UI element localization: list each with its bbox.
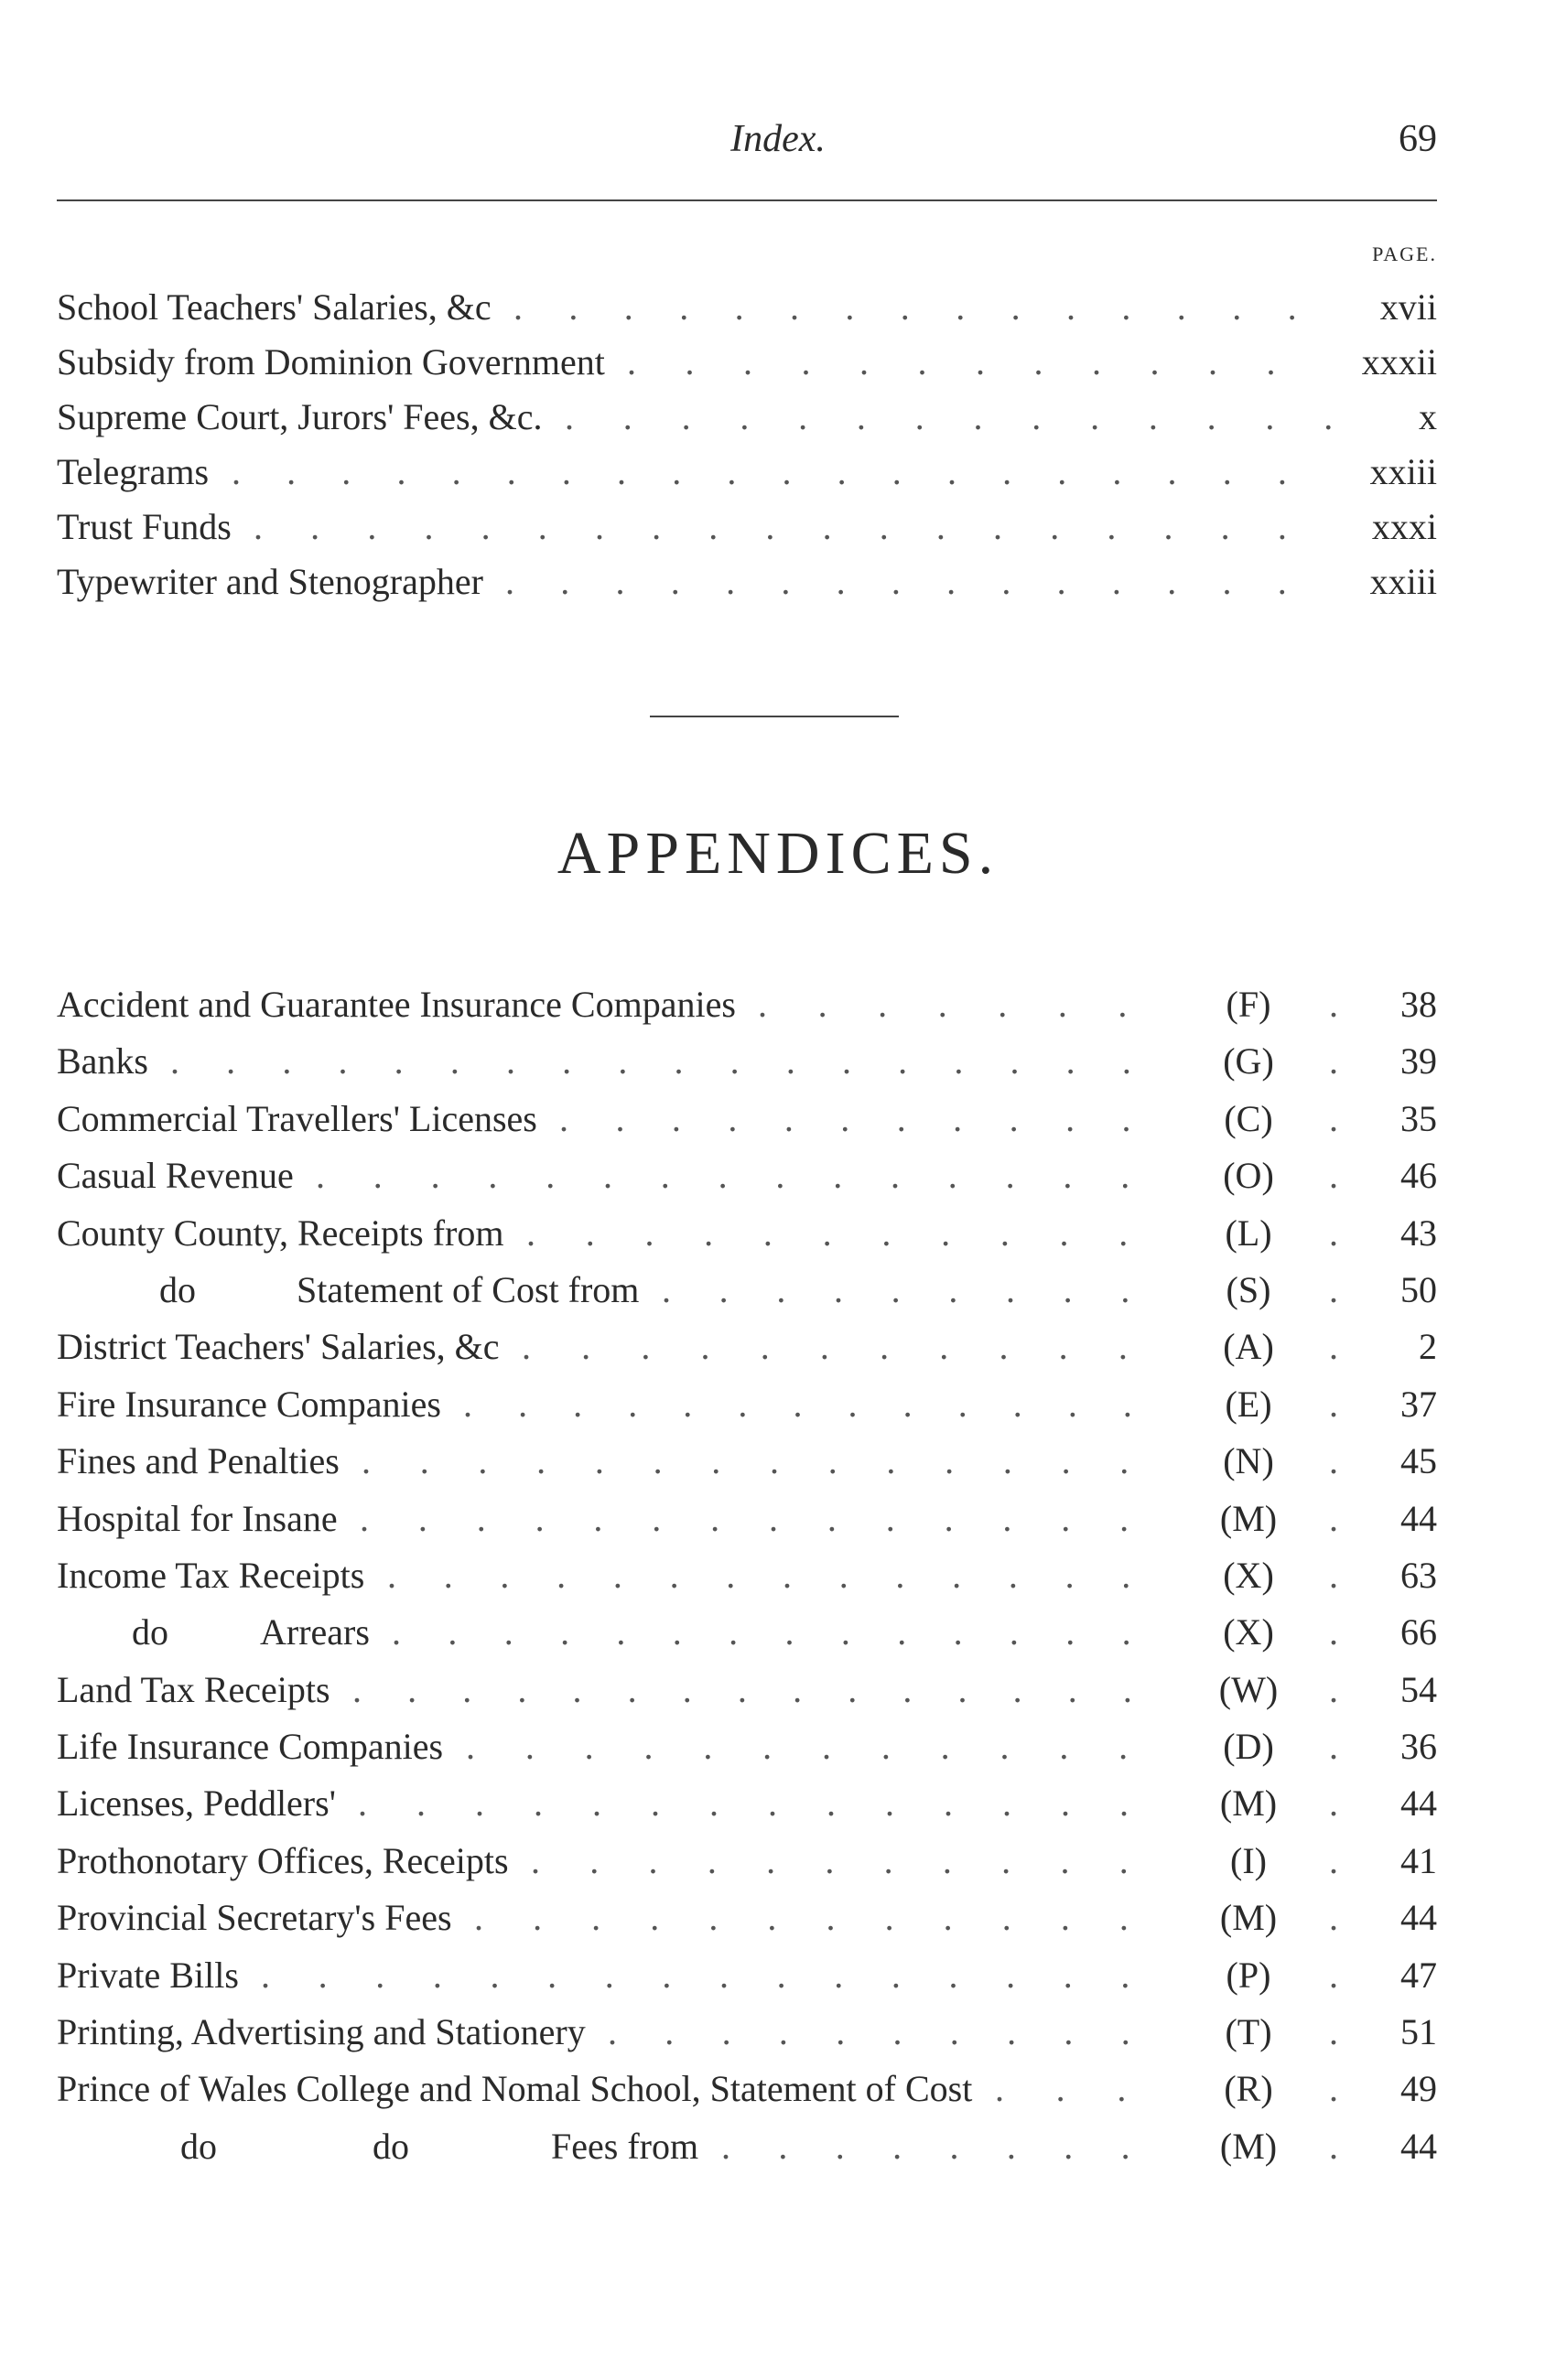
appendix-entry — [57, 1033, 1437, 1090]
appendix-entry-label: Income Tax Receipts — [57, 1554, 365, 1596]
appendix-page: 49 — [1400, 2068, 1437, 2110]
appendix-entry — [57, 1091, 1437, 1147]
index-entry-label: Trust Funds — [57, 506, 232, 547]
index-entry-label: School Teachers' Salaries, &c — [57, 286, 492, 328]
dot-leader: ............ — [474, 1897, 1178, 1939]
appendix-entry — [57, 1718, 1437, 1775]
appendix-code: (O) — [1223, 1155, 1274, 1197]
appendix-entry — [57, 1890, 1437, 1946]
index-entry-page: xxiii — [1369, 451, 1437, 492]
appendix-entry — [57, 2004, 1437, 2061]
appendix-code: (M) — [1219, 2125, 1278, 2167]
dot-leader: .............. — [362, 1440, 1178, 1482]
appendix-entry — [57, 1604, 1437, 1661]
appendix-page: 41 — [1400, 1839, 1437, 1881]
appendix-entry — [57, 1833, 1437, 1890]
appendix-page: 51 — [1400, 2011, 1437, 2053]
appendix-entry-label: Casual Revenue — [57, 1155, 294, 1197]
dot-separator: . — [1329, 2068, 1338, 2110]
dot-separator: . — [1329, 1212, 1338, 1254]
appendix-page: 38 — [1400, 984, 1437, 1025]
dot-leader: ........ — [721, 2125, 1178, 2167]
appendix-page: 44 — [1400, 1782, 1437, 1825]
appendix-entry-label — [57, 2118, 698, 2175]
appendix-code: (E) — [1225, 1383, 1272, 1425]
ditto-mark: do — [132, 1611, 168, 1653]
ditto-mark: do — [180, 2125, 217, 2167]
appendix-code: (L) — [1225, 1212, 1272, 1254]
dot-leader: ............... — [316, 1155, 1178, 1197]
appendix-code: (M) — [1219, 1897, 1278, 1939]
dot-leader: ... — [995, 2068, 1178, 2110]
dot-separator: . — [1329, 1839, 1338, 1881]
appendix-entry — [57, 1433, 1437, 1490]
dot-leader: ......... — [662, 1268, 1178, 1310]
appendix-entry-label: Life Insurance Companies — [57, 1726, 444, 1768]
appendix-code: (S) — [1226, 1268, 1271, 1310]
appendix-entry-label: Private Bills — [57, 1954, 239, 1996]
dot-leader: ........... — [522, 1326, 1178, 1368]
appendix-entry — [57, 1205, 1437, 1262]
appendix-code: (D) — [1223, 1726, 1274, 1768]
section-divider-rule — [650, 716, 899, 717]
index-entry — [57, 445, 1437, 500]
appendix-entry-label: Accident and Guarantee Insurance Companies — [57, 984, 736, 1025]
dot-separator: . — [1329, 2125, 1338, 2167]
dot-leader: ............... — [513, 286, 1343, 328]
running-head — [0, 117, 1556, 172]
dot-leader: .......... — [608, 2011, 1178, 2053]
dot-separator: . — [1329, 1726, 1338, 1768]
appendix-entry — [57, 1491, 1437, 1547]
dot-separator: . — [1329, 1554, 1338, 1596]
index-entry-page: xxiii — [1369, 561, 1437, 602]
appendix-code: (M) — [1219, 1782, 1278, 1825]
dot-separator: . — [1329, 1268, 1338, 1310]
dot-leader: ............. — [463, 1383, 1178, 1425]
appendix-page: 2 — [1419, 1326, 1437, 1368]
index-entry-label: Supreme Court, Jurors' Fees, &c. — [57, 396, 543, 437]
section-title: APPENDICES. — [556, 820, 1000, 887]
appendix-entry — [57, 1262, 1437, 1319]
dot-leader: .............. — [360, 1497, 1178, 1539]
page-number: 69 — [1399, 118, 1437, 160]
appendix-entry — [57, 1319, 1437, 1375]
index-entry-page: x — [1419, 396, 1437, 437]
appendix-page: 66 — [1400, 1611, 1437, 1653]
page-column-label: PAGE. — [1372, 242, 1437, 265]
appendix-entry — [57, 1147, 1437, 1204]
appendix-entry-label: Prince of Wales College and Nomal School, Statement of Cost — [57, 2068, 973, 2110]
appendix-code: (X) — [1223, 1611, 1274, 1653]
appendix-code: (C) — [1224, 1097, 1273, 1139]
appendix-entry-label: County County, Receipts from — [57, 1212, 504, 1254]
ditto-mark: do — [159, 1268, 196, 1310]
appendix-list — [57, 976, 1437, 2175]
dot-leader: ................ — [261, 1954, 1178, 1996]
appendix-page: 46 — [1400, 1155, 1437, 1197]
dot-separator: . — [1329, 1954, 1338, 1996]
appendix-code: (W) — [1218, 1668, 1279, 1710]
appendix-code: (A) — [1223, 1326, 1274, 1368]
dot-separator: . — [1329, 2011, 1338, 2053]
dot-separator: . — [1329, 1440, 1338, 1482]
appendix-entry — [57, 1662, 1437, 1718]
appendix-entry-text: Statement of Cost from — [297, 1268, 640, 1310]
dot-separator: . — [1329, 1383, 1338, 1425]
appendix-code: (N) — [1223, 1440, 1274, 1482]
index-entry — [57, 280, 1437, 335]
appendix-page: 43 — [1400, 1212, 1437, 1254]
appendix-entry-text: Arrears — [260, 1611, 370, 1653]
dot-leader: .............. — [358, 1782, 1178, 1825]
index-entry — [57, 500, 1437, 555]
appendix-page: 39 — [1400, 1040, 1437, 1082]
appendix-entry — [57, 976, 1437, 1033]
appendix-page: 35 — [1400, 1097, 1437, 1139]
header-rule — [57, 199, 1437, 201]
appendix-code: (X) — [1223, 1554, 1274, 1596]
appendix-code: (G) — [1223, 1040, 1274, 1082]
appendix-code: (T) — [1225, 2011, 1272, 2053]
appendix-entry-label: Commercial Travellers' Licenses — [57, 1097, 537, 1139]
appendix-entry-label: Banks — [57, 1040, 148, 1082]
dot-separator: . — [1329, 1897, 1338, 1939]
appendix-page: 36 — [1400, 1726, 1437, 1768]
dot-separator: . — [1329, 1611, 1338, 1653]
appendix-code: (R) — [1224, 2068, 1273, 2110]
dot-leader: ........... — [526, 1212, 1178, 1254]
appendix-entry-label: Hospital for Insane — [57, 1497, 338, 1539]
dot-separator: . — [1329, 1326, 1338, 1368]
dot-leader: .................... — [232, 451, 1333, 492]
appendix-page: 44 — [1400, 1497, 1437, 1539]
dot-separator: . — [1329, 1782, 1338, 1825]
dot-leader: ............ — [466, 1726, 1178, 1768]
dot-leader: .............. — [565, 396, 1382, 437]
appendix-page: 44 — [1400, 1897, 1437, 1939]
appendix-entry-label: Provincial Secretary's Fees — [57, 1897, 452, 1939]
appendix-entry-label — [57, 1604, 370, 1661]
appendix-entry — [57, 1547, 1437, 1604]
dot-leader: ............... — [505, 561, 1333, 602]
dot-separator: . — [1329, 1097, 1338, 1139]
appendix-entry-label: Fire Insurance Companies — [57, 1383, 441, 1425]
index-entry-page: xxxi — [1371, 506, 1437, 547]
dot-separator: . — [1329, 984, 1338, 1025]
appendix-entry-label: District Teachers' Salaries, &c — [57, 1326, 500, 1368]
appendix-page: 47 — [1400, 1954, 1437, 1996]
appendix-code: (I) — [1230, 1839, 1267, 1881]
dot-leader: .................. — [170, 1040, 1178, 1082]
appendix-entry-label: Fines and Penalties — [57, 1440, 340, 1482]
index-entry — [57, 555, 1437, 609]
appendix-entry-label: Printing, Advertising and Stationery — [57, 2011, 586, 2053]
appendix-entry — [57, 1376, 1437, 1433]
running-title: Index. — [730, 118, 826, 160]
appendix-page: 44 — [1400, 2125, 1437, 2167]
appendix-entry-label — [57, 1262, 639, 1319]
appendix-page: 37 — [1400, 1383, 1437, 1425]
index-list — [57, 280, 1437, 609]
index-entry-label: Telegrams — [57, 451, 210, 492]
index-entry-page: xvii — [1379, 286, 1437, 328]
appendix-entry-text: Fees from — [551, 2125, 699, 2167]
appendix-entry — [57, 1947, 1437, 2004]
appendix-code: (F) — [1226, 984, 1271, 1025]
appendix-page: 54 — [1400, 1668, 1437, 1710]
index-entry — [57, 335, 1437, 390]
dot-separator: . — [1329, 1040, 1338, 1082]
appendix-page: 45 — [1400, 1440, 1437, 1482]
dot-leader: ........... — [559, 1097, 1178, 1139]
dot-leader: ............... — [352, 1668, 1178, 1710]
appendix-entry — [57, 1775, 1437, 1832]
dot-leader: ................... — [254, 506, 1334, 547]
appendix-entry — [57, 2061, 1437, 2117]
dot-leader: ........... — [531, 1839, 1178, 1881]
appendix-entry-label: Licenses, Peddlers' — [57, 1782, 336, 1825]
dot-separator: . — [1329, 1155, 1338, 1197]
appendix-entry — [57, 2118, 1437, 2175]
appendix-entry-label: Land Tax Receipts — [57, 1668, 330, 1710]
dot-leader: ............ — [627, 341, 1324, 382]
appendix-code: (M) — [1219, 1497, 1278, 1539]
dot-leader: ....... — [758, 984, 1178, 1025]
index-entry — [57, 390, 1437, 445]
appendix-page: 63 — [1400, 1554, 1437, 1596]
appendix-entry-label: Prothonotary Offices, Receipts — [57, 1839, 509, 1881]
ditto-mark: do — [373, 2125, 409, 2167]
dot-separator: . — [1329, 1668, 1338, 1710]
dot-leader: .............. — [387, 1554, 1178, 1596]
appendix-code: (P) — [1226, 1954, 1271, 1996]
index-entry-page: xxxii — [1361, 341, 1437, 382]
appendix-page: 50 — [1400, 1268, 1437, 1310]
index-entry-label: Typewriter and Stenographer — [57, 561, 483, 602]
dot-leader: .............. — [392, 1611, 1178, 1653]
index-entry-label: Subsidy from Dominion Government — [57, 341, 605, 382]
dot-separator: . — [1329, 1497, 1338, 1539]
